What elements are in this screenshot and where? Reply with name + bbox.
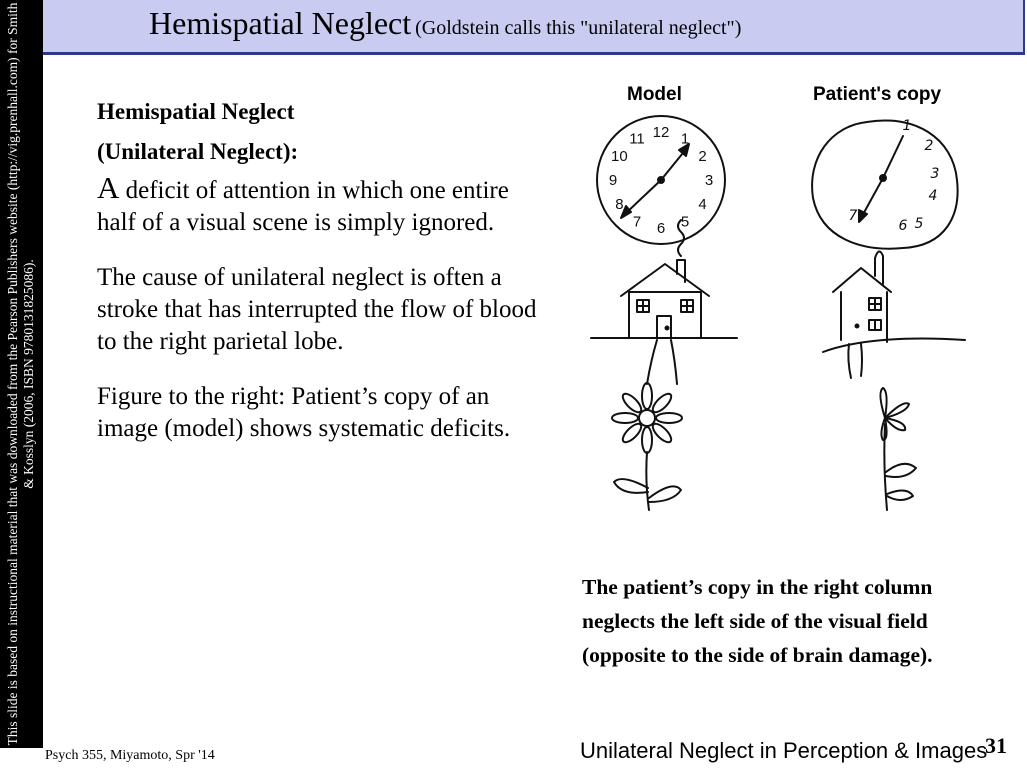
copy-label: Patient's copy [813, 84, 942, 105]
clock-numeral: 4 [698, 196, 707, 213]
copy-house [823, 251, 965, 378]
title-bar [43, 0, 1025, 55]
sidebar [0, 0, 43, 748]
copy-clock-numeral: 5 [914, 216, 924, 232]
copy-clock-numeral: 7 [848, 208, 858, 224]
clock-numeral: 1 [680, 130, 690, 148]
body-text [97, 92, 537, 445]
clock-numeral: 3 [704, 172, 714, 189]
footer-topic: Unilateral Neglect in Perception & Images [580, 738, 988, 763]
copy-clock-numeral: 3 [930, 166, 940, 182]
drawings-svg [585, 78, 995, 518]
copy-flower [880, 388, 916, 510]
definition-text: deficit of attention in which one entire half of a visual scene is simply ignored. [97, 177, 509, 236]
model-flower [612, 383, 682, 510]
copy-clock [812, 120, 958, 248]
model-label: Model [627, 84, 682, 105]
page-number: 31 [985, 733, 1007, 758]
clock-numeral: 2 [698, 148, 707, 165]
clock-numeral: 10 [611, 148, 628, 165]
clock-numeral: 5 [680, 213, 690, 231]
page-title [149, 5, 741, 42]
figure-caption: The patient’s copy in the right column neglects the left side of the visual field (opposite to the side of brain damage). [582, 575, 933, 667]
figure-note: Figure to the right: Patient’s copy of an image (model) shows systematic deficits. [97, 383, 511, 442]
title-subtitle: (Goldstein calls this "unilateral neglect") [415, 17, 742, 39]
heading-line-1: Hemispatial Neglect [97, 99, 295, 124]
heading-line-2: (Unilateral Neglect): [97, 139, 299, 164]
clock-numeral: 7 [632, 213, 642, 231]
copy-clock-numeral: 2 [924, 138, 934, 154]
neglect-figure [585, 78, 995, 518]
definition-initial: A [97, 170, 120, 205]
clock-numeral: 8 [615, 196, 624, 213]
clock-numeral: 12 [652, 124, 670, 141]
definition [97, 172, 537, 239]
copy-clock-numeral: 4 [928, 188, 938, 204]
clock-numeral: 11 [629, 130, 645, 148]
title-main: Hemispatial Neglect [149, 5, 412, 41]
copy-clock-numeral: 6 [898, 218, 908, 234]
copy-clock-numeral: 1 [902, 118, 912, 134]
source-note: This slide is based on instructional material that was downloaded from the Pearson Publishers website (http://vig.prenhall.com) for Smith & Kosslyn (2006, ISBN 9780131825086). [5, 2, 36, 746]
clock-numeral: 6 [656, 220, 666, 237]
clock-numeral: 9 [608, 172, 618, 189]
cause-paragraph: The cause of unilateral neglect is often a stroke that has interrupted the flow of blood to the right parietal lobe. [97, 264, 537, 355]
footer-course: Psych 355, Miyamoto, Spr '14 [45, 748, 215, 763]
